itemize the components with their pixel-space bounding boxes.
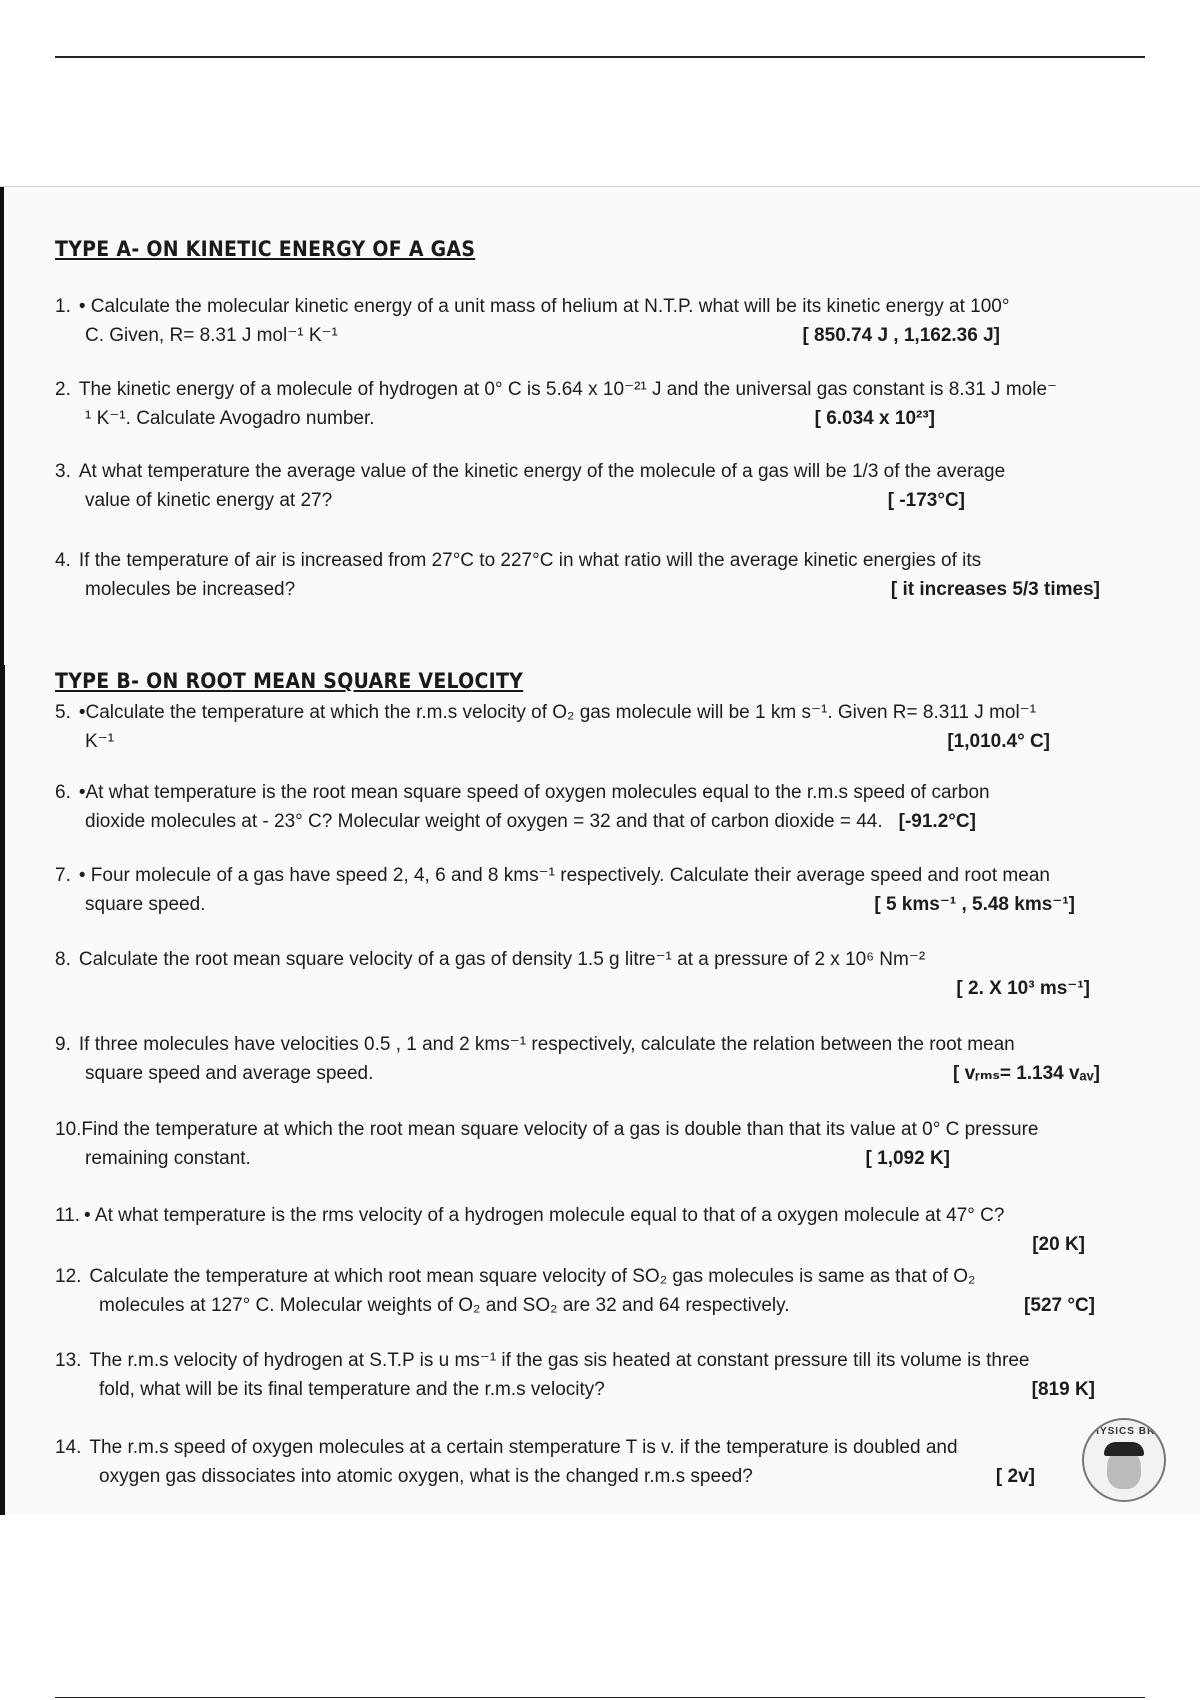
- scan-edge: [0, 665, 5, 1515]
- question-number: 4.: [55, 550, 71, 571]
- question-text: Calculate the temperature at which root mean square velocity of SO₂ gas molecules is same as that of O₂: [89, 1266, 976, 1287]
- question-text-cont: molecules at 127° C. Molecular weights of O₂ and SO₂ are 32 and 64 respectively.: [99, 1295, 790, 1316]
- answer: [20 K]: [1032, 1234, 1085, 1255]
- question-14: [55, 1433, 1130, 1491]
- question-text: The r.m.s velocity of hydrogen at S.T.P is u ms⁻¹ if the gas sis heated at constant pressure till its volume is three: [89, 1350, 1030, 1371]
- question-text: The r.m.s speed of oxygen molecules at a certain stemperature T is v. if the temperature is doubled and: [89, 1437, 958, 1458]
- question-number: 11.: [55, 1205, 81, 1226]
- question-text-cont: molecules be increased?: [85, 579, 296, 600]
- answer: [ 1,092 K]: [865, 1148, 950, 1169]
- question-10: [55, 1115, 1130, 1173]
- answer: [527 °C]: [1024, 1295, 1095, 1316]
- question-text-cont: square speed.: [85, 894, 206, 915]
- question-number: 14.: [55, 1437, 82, 1458]
- question-text: • Four molecule of a gas have speed 2, 4, 6 and 8 kms⁻¹ respectively. Calculate their average speed and root mean: [78, 865, 1050, 886]
- answer: [ 2v]: [995, 1466, 1035, 1487]
- question-2: [55, 375, 1130, 433]
- question-text: • Calculate the molecular kinetic energy of a unit mass of helium at N.T.P. what will be its kinetic energy at 100°: [78, 296, 1010, 317]
- question-text: Calculate the root mean square velocity of a gas of density 1.5 g litre⁻¹ at a pressure of 2 x 10⁶ Nm⁻²: [78, 949, 926, 970]
- question-5: [55, 698, 1130, 756]
- question-number: 12.: [55, 1266, 82, 1287]
- question-number: 2.: [55, 379, 71, 400]
- question-8: [55, 945, 1130, 1003]
- question-number: 6.: [55, 782, 71, 803]
- question-text: •Calculate the temperature at which the r.m.s velocity of O₂ gas molecule will be 1 km s⁻¹. Given R= 8.311 J mol⁻¹: [78, 702, 1037, 723]
- question-text-cont: value of kinetic energy at 27?: [85, 490, 333, 511]
- question-number: 7.: [55, 865, 71, 886]
- question-number: 8.: [55, 949, 71, 970]
- question-text-cont: K⁻¹: [85, 731, 115, 752]
- question-text-cont: remaining constant.: [85, 1148, 251, 1169]
- question-text-cont: square speed and average speed.: [85, 1063, 374, 1084]
- answer: [ -173°C]: [887, 490, 965, 511]
- question-3: [55, 457, 1130, 515]
- question-text: Find the temperature at which the root mean square velocity of a gas is double than that its value at 0° C pressure: [81, 1119, 1039, 1140]
- top-rule: [55, 56, 1145, 58]
- question-13: [55, 1346, 1130, 1404]
- question-7: [55, 861, 1130, 919]
- question-6: [55, 778, 1130, 836]
- question-number: 5.: [55, 702, 71, 723]
- question-text: If the temperature of air is increased from 27°C to 227°C in what ratio will the average kinetic energies of its: [78, 550, 982, 571]
- question-9: [55, 1030, 1130, 1088]
- stamp-text: PHYSICS BRO: [1084, 1426, 1164, 1437]
- question-text-cont: dioxide molecules at - 23° C? Molecular weight of oxygen = 32 and that of carbon dioxide = 44.: [85, 811, 883, 832]
- question-number: 1.: [55, 296, 71, 317]
- question-11: [55, 1201, 1130, 1259]
- question-text: If three molecules have velocities 0.5 , 1 and 2 kms⁻¹ respectively, calculate the relation between the root mean: [78, 1034, 1015, 1055]
- question-number: 3.: [55, 461, 71, 482]
- question-12: [55, 1262, 1130, 1320]
- stamp-hair: [1104, 1442, 1144, 1456]
- question-text-cont: ¹ K⁻¹. Calculate Avogadro number.: [85, 408, 375, 429]
- question-text-cont: fold, what will be its final temperature and the r.m.s velocity?: [99, 1379, 605, 1400]
- answer: [1,010.4° C]: [947, 731, 1050, 752]
- answer: [ 6.034 x 10²³]: [814, 408, 935, 429]
- question-4: [55, 546, 1130, 604]
- section-title-b: TYPE B- ON ROOT MEAN SQUARE VELOCITY: [55, 669, 524, 693]
- answer: [819 K]: [1031, 1379, 1095, 1400]
- question-text-cont: oxygen gas dissociates into atomic oxygen, what is the changed r.m.s speed?: [99, 1466, 753, 1487]
- answer: [ it increases 5/3 times]: [890, 579, 1100, 600]
- question-text-cont: C. Given, R= 8.31 J mol⁻¹ K⁻¹: [85, 325, 338, 346]
- question-number: 13.: [55, 1350, 82, 1371]
- bottom-rule: [55, 1697, 1145, 1698]
- question-text: At what temperature the average value of the kinetic energy of the molecule of a gas will be 1/3 of the average: [78, 461, 1006, 482]
- question-text: The kinetic energy of a molecule of hydrogen at 0° C is 5.64 x 10⁻²¹ J and the universal gas constant is 8.31 J mole⁻: [78, 379, 1058, 400]
- answer: [ vᵣₘₛ= 1.134 vₐᵥ]: [953, 1063, 1100, 1084]
- answer: [ 5 kms⁻¹ , 5.48 kms⁻¹]: [874, 894, 1075, 915]
- question-number: 10.: [55, 1119, 82, 1140]
- question-number: 9.: [55, 1034, 71, 1055]
- question-text: •At what temperature is the root mean square speed of oxygen molecules equal to the r.m.s speed of carbon: [78, 782, 990, 803]
- answer: [-91.2°C]: [898, 811, 976, 832]
- physics-bro-stamp-logo: [1082, 1418, 1166, 1502]
- section-title-a: TYPE A- ON KINETIC ENERGY OF A GAS: [55, 237, 476, 261]
- answer: [ 850.74 J , 1,162.36 J]: [802, 325, 1000, 346]
- question-text: • At what temperature is the rms velocity of a hydrogen molecule equal to that of a oxygen molecule at 47° C?: [84, 1205, 1005, 1226]
- answer: [ 2. X 10³ ms⁻¹]: [956, 978, 1090, 999]
- question-1: [55, 292, 1130, 350]
